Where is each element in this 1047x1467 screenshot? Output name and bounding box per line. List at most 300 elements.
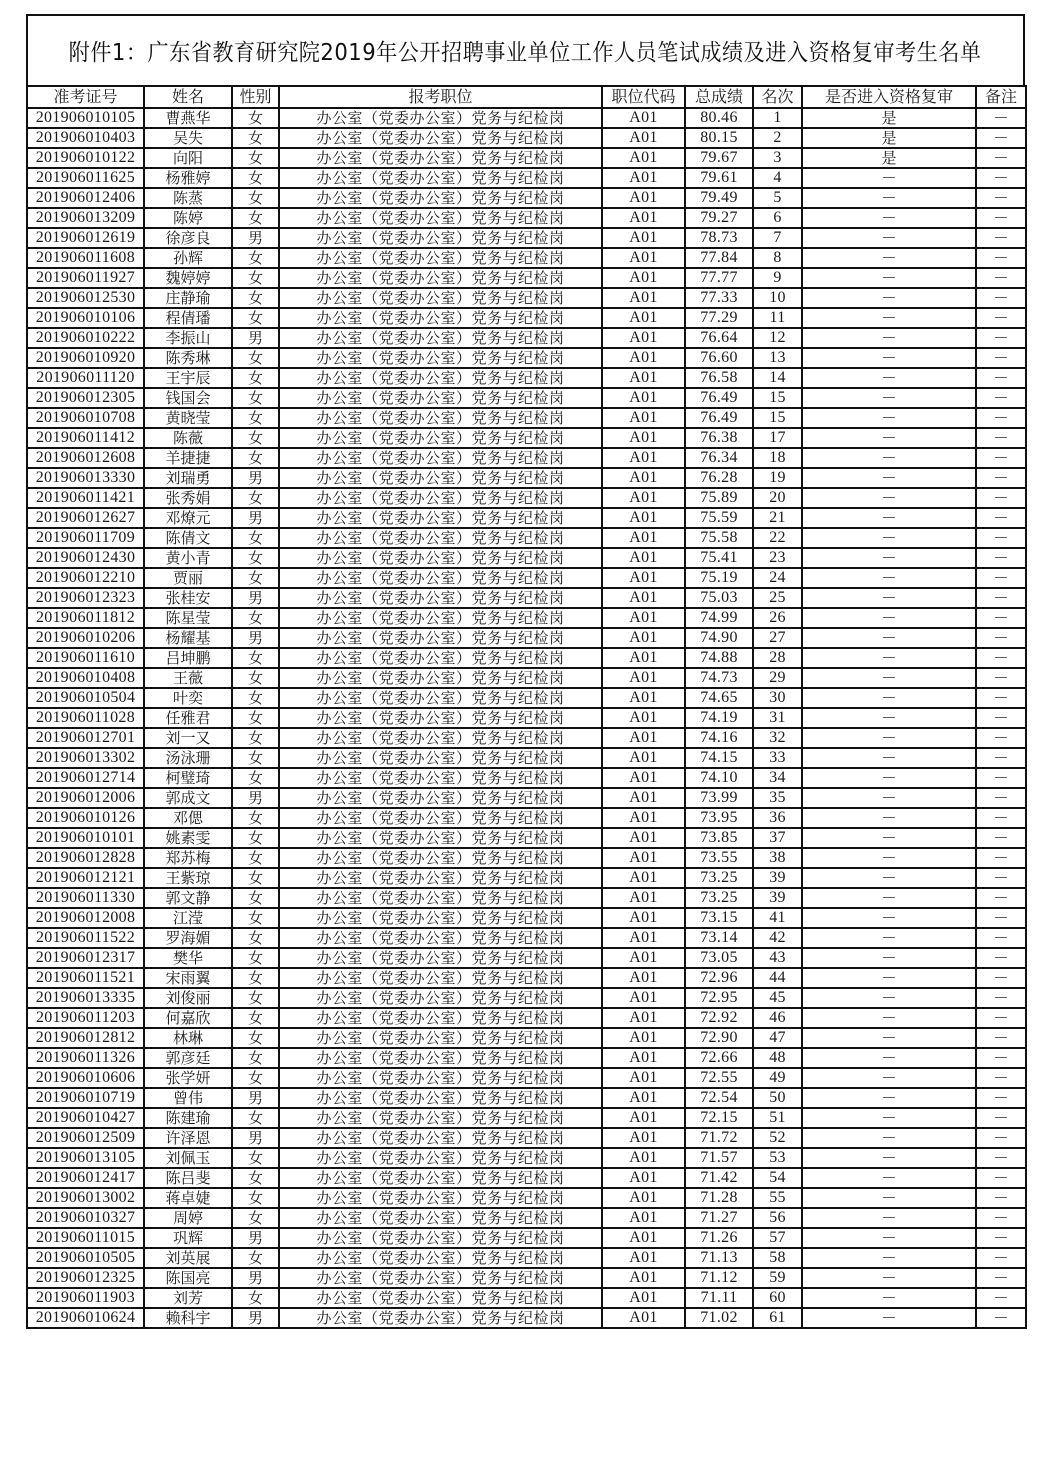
col-header-remarks: 备注 [976,86,1026,108]
gender-cell: 女 [232,908,279,928]
name-cell: 张桂安 [144,588,232,608]
position-cell: 办公室（党委办公室）党务与纪检岗 [279,528,602,548]
table-row [27,748,1026,768]
total-score-cell: 74.65 [685,688,753,708]
gender-cell: 女 [232,1068,279,1088]
gender-cell: 女 [232,968,279,988]
remarks-cell: — [976,848,1026,868]
position-cell: 办公室（党委办公室）党务与纪检岗 [279,1008,602,1028]
qualified-cell: — [802,928,976,948]
name-cell: 钱国会 [144,388,232,408]
position-code-cell: A01 [602,908,685,928]
name-cell: 陈星莹 [144,608,232,628]
name-cell: 孙辉 [144,248,232,268]
remarks-cell: — [976,428,1026,448]
exam-id-cell: 201906010606 [27,1068,144,1088]
title-box [26,14,1025,85]
gender-cell: 女 [232,408,279,428]
qualified-cell: — [802,288,976,308]
position-cell: 办公室（党委办公室）党务与纪检岗 [279,668,602,688]
position-code-cell: A01 [602,1168,685,1188]
exam-id-cell: 201906010101 [27,828,144,848]
rank-cell: 43 [753,948,802,968]
table-row [27,868,1026,888]
total-score-cell: 74.10 [685,768,753,788]
rank-cell: 36 [753,808,802,828]
exam-id-cell: 201906012701 [27,728,144,748]
name-cell: 程倩璠 [144,308,232,328]
gender-cell: 女 [232,1148,279,1168]
position-cell: 办公室（党委办公室）党务与纪检岗 [279,108,602,128]
qualified-cell: — [802,488,976,508]
position-code-cell: A01 [602,1228,685,1248]
total-score-cell: 76.58 [685,368,753,388]
qualified-cell: — [802,508,976,528]
qualified-cell: — [802,1168,976,1188]
table-row [27,648,1026,668]
name-cell: 周婷 [144,1208,232,1228]
position-cell: 办公室（党委办公室）党务与纪检岗 [279,988,602,1008]
exam-id-cell: 201906011812 [27,608,144,628]
qualified-cell: — [802,608,976,628]
remarks-cell: — [976,968,1026,988]
position-cell: 办公室（党委办公室）党务与纪检岗 [279,1288,602,1308]
table-row [27,1068,1026,1088]
table-row [27,1008,1026,1028]
rank-cell: 57 [753,1228,802,1248]
qualified-cell: — [802,628,976,648]
rank-cell: 59 [753,1268,802,1288]
position-cell: 办公室（党委办公室）党务与纪检岗 [279,1128,602,1148]
rank-cell: 7 [753,228,802,248]
exam-id-cell: 201906010327 [27,1208,144,1228]
gender-cell: 女 [232,1288,279,1308]
position-cell: 办公室（党委办公室）党务与纪检岗 [279,688,602,708]
remarks-cell: — [976,348,1026,368]
table-row [27,428,1026,448]
qualified-cell: — [802,988,976,1008]
remarks-cell: — [976,908,1026,928]
position-cell: 办公室（党委办公室）党务与纪检岗 [279,1188,602,1208]
position-cell: 办公室（党委办公室）党务与纪检岗 [279,568,602,588]
exam-id-cell: 201906011330 [27,888,144,908]
rank-cell: 21 [753,508,802,528]
total-score-cell: 75.19 [685,568,753,588]
exam-id-cell: 201906012509 [27,1128,144,1148]
remarks-cell: — [976,1008,1026,1028]
name-cell: 蒋卓婕 [144,1188,232,1208]
remarks-cell: — [976,1188,1026,1208]
gender-cell: 女 [232,568,279,588]
position-code-cell: A01 [602,448,685,468]
position-code-cell: A01 [602,988,685,1008]
qualified-cell: — [802,1288,976,1308]
total-score-cell: 77.77 [685,268,753,288]
table-row [27,668,1026,688]
table-row [27,988,1026,1008]
position-code-cell: A01 [602,288,685,308]
qualified-cell: — [802,568,976,588]
position-cell: 办公室（党委办公室）党务与纪检岗 [279,348,602,368]
rank-cell: 32 [753,728,802,748]
name-cell: 罗海媚 [144,928,232,948]
position-code-cell: A01 [602,768,685,788]
position-code-cell: A01 [602,1048,685,1068]
qualified-cell: — [802,728,976,748]
rank-cell: 23 [753,548,802,568]
qualified-cell: — [802,428,976,448]
total-score-cell: 76.49 [685,408,753,428]
name-cell: 许泽恩 [144,1128,232,1148]
results-table [26,85,1027,1329]
qualified-cell: — [802,1208,976,1228]
name-cell: 徐彦良 [144,228,232,248]
total-score-cell: 76.28 [685,468,753,488]
position-code-cell: A01 [602,188,685,208]
exam-id-cell: 201906010122 [27,148,144,168]
exam-id-cell: 201906011709 [27,528,144,548]
rank-cell: 11 [753,308,802,328]
exam-id-cell: 201906013105 [27,1148,144,1168]
position-code-cell: A01 [602,268,685,288]
position-cell: 办公室（党委办公室）党务与纪检岗 [279,868,602,888]
position-code-cell: A01 [602,688,685,708]
position-cell: 办公室（党委办公室）党务与纪检岗 [279,448,602,468]
qualified-cell: — [802,1008,976,1028]
total-score-cell: 72.96 [685,968,753,988]
name-cell: 吴失 [144,128,232,148]
position-cell: 办公室（党委办公室）党务与纪检岗 [279,168,602,188]
exam-id-cell: 201906013330 [27,468,144,488]
exam-id-cell: 201906012325 [27,1268,144,1288]
exam-id-cell: 201906011522 [27,928,144,948]
remarks-cell: — [976,1248,1026,1268]
table-row [27,1128,1026,1148]
position-code-cell: A01 [602,708,685,728]
total-score-cell: 77.33 [685,288,753,308]
position-code-cell: A01 [602,248,685,268]
remarks-cell: — [976,288,1026,308]
gender-cell: 男 [232,468,279,488]
table-row [27,448,1026,468]
table-row [27,1088,1026,1108]
qualified-cell: — [802,768,976,788]
qualified-cell: — [802,848,976,868]
position-code-cell: A01 [602,568,685,588]
position-code-cell: A01 [602,548,685,568]
position-code-cell: A01 [602,608,685,628]
name-cell: 杨雅婷 [144,168,232,188]
total-score-cell: 80.46 [685,108,753,128]
rank-cell: 35 [753,788,802,808]
gender-cell: 男 [232,628,279,648]
remarks-cell: — [976,1208,1026,1228]
exam-id-cell: 201906012417 [27,1168,144,1188]
remarks-cell: — [976,808,1026,828]
position-code-cell: A01 [602,168,685,188]
gender-cell: 女 [232,288,279,308]
position-code-cell: A01 [602,1028,685,1048]
rank-cell: 34 [753,768,802,788]
total-score-cell: 72.95 [685,988,753,1008]
table-row [27,608,1026,628]
gender-cell: 女 [232,988,279,1008]
position-cell: 办公室（党委办公室）党务与纪检岗 [279,828,602,848]
remarks-cell: — [976,508,1026,528]
col-header-position-code: 职位代码 [602,86,685,108]
position-cell: 办公室（党委办公室）党务与纪检岗 [279,1248,602,1268]
position-cell: 办公室（党委办公室）党务与纪检岗 [279,728,602,748]
exam-id-cell: 201906012317 [27,948,144,968]
position-cell: 办公室（党委办公室）党务与纪检岗 [279,588,602,608]
qualified-cell: — [802,908,976,928]
remarks-cell: — [976,608,1026,628]
remarks-cell: — [976,1228,1026,1248]
position-cell: 办公室（党委办公室）党务与纪检岗 [279,468,602,488]
position-cell: 办公室（党委办公室）党务与纪检岗 [279,1068,602,1088]
gender-cell: 女 [232,808,279,828]
rank-cell: 46 [753,1008,802,1028]
remarks-cell: — [976,768,1026,788]
rank-cell: 26 [753,608,802,628]
gender-cell: 女 [232,728,279,748]
table-row [27,808,1026,828]
name-cell: 巩辉 [144,1228,232,1248]
exam-id-cell: 201906010708 [27,408,144,428]
qualified-cell: — [802,408,976,428]
rank-cell: 51 [753,1108,802,1128]
name-cell: 杨耀基 [144,628,232,648]
position-cell: 办公室（党委办公室）党务与纪检岗 [279,1268,602,1288]
remarks-cell: — [976,268,1026,288]
position-cell: 办公室（党委办公室）党务与纪检岗 [279,188,602,208]
name-cell: 刘俊丽 [144,988,232,1008]
total-score-cell: 71.02 [685,1308,753,1328]
table-row [27,588,1026,608]
table-row [27,1148,1026,1168]
gender-cell: 女 [232,848,279,868]
table-row [27,328,1026,348]
position-cell: 办公室（党委办公室）党务与纪检岗 [279,328,602,348]
name-cell: 宋雨翼 [144,968,232,988]
qualified-cell: — [802,268,976,288]
remarks-cell: — [976,188,1026,208]
rank-cell: 30 [753,688,802,708]
qualified-cell: — [802,368,976,388]
position-code-cell: A01 [602,328,685,348]
gender-cell: 女 [232,668,279,688]
exam-id-cell: 201906010920 [27,348,144,368]
col-header-total-score: 总成绩 [685,86,753,108]
table-row [27,168,1026,188]
remarks-cell: — [976,308,1026,328]
gender-cell: 女 [232,388,279,408]
position-cell: 办公室（党委办公室）党务与纪检岗 [279,508,602,528]
remarks-cell: — [976,448,1026,468]
col-header-qualified: 是否进入资格复审 [802,86,976,108]
table-row [27,1248,1026,1268]
position-cell: 办公室（党委办公室）党务与纪检岗 [279,628,602,648]
qualified-cell: — [802,208,976,228]
total-score-cell: 75.58 [685,528,753,548]
total-score-cell: 74.73 [685,668,753,688]
gender-cell: 女 [232,1008,279,1028]
gender-cell: 女 [232,268,279,288]
exam-id-cell: 201906011625 [27,168,144,188]
exam-id-cell: 201906012008 [27,908,144,928]
rank-cell: 12 [753,328,802,348]
exam-id-cell: 201906010126 [27,808,144,828]
position-cell: 办公室（党委办公室）党务与纪检岗 [279,1168,602,1188]
position-cell: 办公室（党委办公室）党务与纪检岗 [279,148,602,168]
name-cell: 张学妍 [144,1068,232,1088]
remarks-cell: — [976,1068,1026,1088]
total-score-cell: 73.14 [685,928,753,948]
total-score-cell: 71.11 [685,1288,753,1308]
table-row [27,108,1026,128]
exam-id-cell: 201906011015 [27,1228,144,1248]
total-score-cell: 78.73 [685,228,753,248]
rank-cell: 24 [753,568,802,588]
qualified-cell: — [802,1248,976,1268]
name-cell: 张秀娟 [144,488,232,508]
name-cell: 陈蒸 [144,188,232,208]
position-code-cell: A01 [602,308,685,328]
total-score-cell: 71.27 [685,1208,753,1228]
rank-cell: 33 [753,748,802,768]
gender-cell: 女 [232,428,279,448]
table-row [27,888,1026,908]
position-code-cell: A01 [602,508,685,528]
remarks-cell: — [976,548,1026,568]
exam-id-cell: 201906012530 [27,288,144,308]
table-row [27,848,1026,868]
total-score-cell: 76.34 [685,448,753,468]
table-row [27,1308,1026,1328]
rank-cell: 18 [753,448,802,468]
remarks-cell: — [976,488,1026,508]
qualified-cell: — [802,1088,976,1108]
table-row [27,628,1026,648]
exam-id-cell: 201906012323 [27,588,144,608]
table-row [27,1228,1026,1248]
exam-id-cell: 201906010719 [27,1088,144,1108]
col-header-name: 姓名 [144,86,232,108]
qualified-cell: — [802,688,976,708]
remarks-cell: — [976,208,1026,228]
total-score-cell: 73.85 [685,828,753,848]
name-cell: 陈国亮 [144,1268,232,1288]
remarks-cell: — [976,128,1026,148]
exam-id-cell: 201906011421 [27,488,144,508]
gender-cell: 女 [232,248,279,268]
gender-cell: 男 [232,788,279,808]
gender-cell: 男 [232,1088,279,1108]
remarks-cell: — [976,1308,1026,1328]
position-cell: 办公室（党委办公室）党务与纪检岗 [279,748,602,768]
position-code-cell: A01 [602,888,685,908]
position-cell: 办公室（党委办公室）党务与纪检岗 [279,228,602,248]
position-cell: 办公室（党委办公室）党务与纪检岗 [279,968,602,988]
total-score-cell: 72.54 [685,1088,753,1108]
table-row [27,348,1026,368]
remarks-cell: — [976,1048,1026,1068]
rank-cell: 61 [753,1308,802,1328]
exam-id-cell: 201906012430 [27,548,144,568]
position-cell: 办公室（党委办公室）党务与纪检岗 [279,768,602,788]
position-cell: 办公室（党委办公室）党务与纪检岗 [279,288,602,308]
rank-cell: 44 [753,968,802,988]
gender-cell: 女 [232,108,279,128]
position-cell: 办公室（党委办公室）党务与纪检岗 [279,788,602,808]
position-code-cell: A01 [602,1108,685,1128]
position-code-cell: A01 [602,1128,685,1148]
name-cell: 姚素雯 [144,828,232,848]
total-score-cell: 72.66 [685,1048,753,1068]
table-row [27,368,1026,388]
rank-cell: 39 [753,868,802,888]
name-cell: 樊华 [144,948,232,968]
remarks-cell: — [976,928,1026,948]
name-cell: 魏婷婷 [144,268,232,288]
total-score-cell: 74.16 [685,728,753,748]
gender-cell: 女 [232,128,279,148]
rank-cell: 53 [753,1148,802,1168]
name-cell: 任雅君 [144,708,232,728]
position-code-cell: A01 [602,428,685,448]
position-cell: 办公室（党委办公室）党务与纪检岗 [279,368,602,388]
exam-id-cell: 201906012608 [27,448,144,468]
position-code-cell: A01 [602,388,685,408]
rank-cell: 37 [753,828,802,848]
position-code-cell: A01 [602,628,685,648]
exam-id-cell: 201906013335 [27,988,144,1008]
name-cell: 李振山 [144,328,232,348]
qualified-cell: — [802,788,976,808]
name-cell: 刘一又 [144,728,232,748]
qualified-cell: 是 [802,128,976,148]
rank-cell: 3 [753,148,802,168]
position-code-cell: A01 [602,808,685,828]
remarks-cell: — [976,328,1026,348]
gender-cell: 男 [232,1228,279,1248]
table-row [27,1208,1026,1228]
table-row [27,388,1026,408]
position-code-cell: A01 [602,1208,685,1228]
table-row [27,708,1026,728]
qualified-cell: — [802,1068,976,1088]
gender-cell: 女 [232,148,279,168]
gender-cell: 女 [232,448,279,468]
table-row [27,1048,1026,1068]
table-row [27,208,1026,228]
remarks-cell: — [976,1128,1026,1148]
qualified-cell: — [802,1268,976,1288]
remarks-cell: — [976,788,1026,808]
rank-cell: 54 [753,1168,802,1188]
exam-id-cell: 201906012406 [27,188,144,208]
name-cell: 陈薇 [144,428,232,448]
rank-cell: 19 [753,468,802,488]
total-score-cell: 73.99 [685,788,753,808]
remarks-cell: — [976,108,1026,128]
total-score-cell: 73.25 [685,888,753,908]
position-cell: 办公室（党委办公室）党务与纪检岗 [279,548,602,568]
exam-id-cell: 201906012627 [27,508,144,528]
name-cell: 邓燎元 [144,508,232,528]
table-row [27,728,1026,748]
gender-cell: 女 [232,828,279,848]
